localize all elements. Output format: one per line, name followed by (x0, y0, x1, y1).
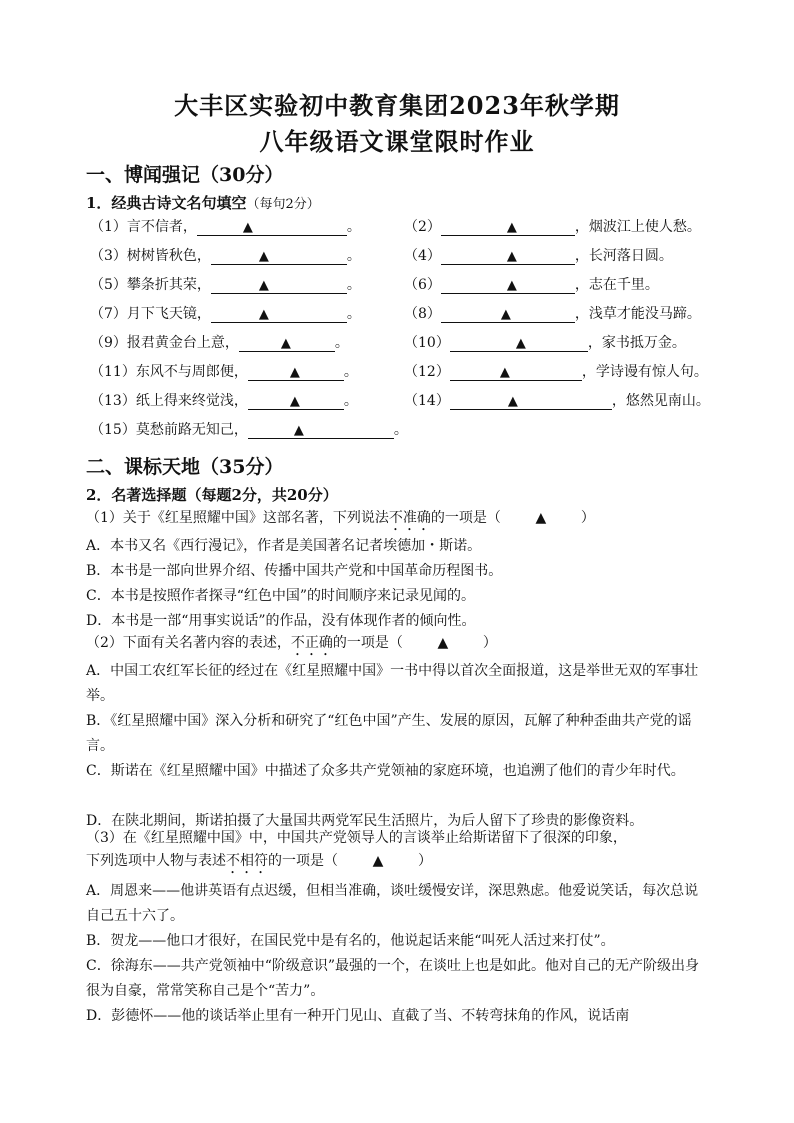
answer-blank[interactable] (450, 335, 588, 352)
triangle-marker-icon: ▲ (289, 394, 300, 409)
section1-heading: 一、博闻强记（30分） (86, 164, 284, 186)
answer-blank[interactable] (248, 422, 394, 439)
answer-blank[interactable] (441, 219, 575, 236)
answer-slot[interactable] (338, 852, 418, 870)
fill-item-6: （6） ▲ ，志在千里。 (404, 277, 659, 293)
fill-item-11: （11）东风不与周郎便， ▲ 。 (90, 364, 358, 380)
q2-2-option-c: C．斯诺在《红星照耀中国》中描述了众多共产党领袖的家庭环境，也追溯了他们的青少年时代。 (86, 763, 685, 779)
answer-blank[interactable] (197, 219, 347, 236)
fill-item-12: （12） ▲ ，学诗谩有惊人句。 (404, 364, 708, 380)
triangle-marker-icon: ▲ (506, 220, 517, 235)
answer-blank[interactable] (248, 393, 344, 410)
triangle-marker-icon: ▲ (506, 278, 517, 293)
fill-item-3: （3）树树皆秋色， ▲ 。 (90, 248, 361, 264)
q1-label (86, 192, 320, 213)
q2-1-option-a: A．本书又名《西行漫记》，作者是美国著名记者埃德加・斯诺。 (86, 538, 482, 554)
answer-blank[interactable] (211, 277, 347, 294)
answer-blank[interactable] (441, 306, 575, 323)
answer-blank[interactable] (441, 277, 575, 294)
triangle-marker-icon: ▲ (258, 278, 269, 293)
q2-3-option-d: D．彭德怀——他的谈话举止里有一种开门见山、直截了当、不转弯抹角的作风，说话南 (86, 1008, 630, 1024)
triangle-marker-icon: ▲ (293, 423, 304, 438)
triangle-marker-icon: ▲ (258, 307, 269, 322)
page-subtitle: 八年级语文课堂限时作业 (259, 127, 535, 156)
q2-3-option-c: C．徐海东——共产党领袖中“阶级意识”最强的一个，在谈吐上也是如此。他对自己的无产阶级出身很为自豪，常常笑称自己是个“苦力”。 (86, 958, 700, 999)
page-title: 大丰区实验初中教育集团2023年秋学期 (174, 91, 620, 120)
fill-item-7: （7）月下飞天镜， ▲ 。 (90, 306, 361, 322)
answer-blank[interactable] (248, 364, 344, 381)
section2-heading: 二、课标天地（35分） (86, 456, 284, 478)
q2-2-option-d: D．在陕北期间，斯诺拍摄了大量国共两党军民生活照片，为后人留下了珍贵的影像资料。 (86, 813, 644, 829)
triangle-marker-icon: ▲ (242, 220, 253, 235)
fill-item-14: （14） ▲ ，悠然见南山。 (404, 393, 710, 409)
q2-label (86, 484, 338, 505)
answer-blank[interactable] (239, 335, 335, 352)
q2-2-stem: （2）下面有关名著内容的表述，不正确的一项是（ ▲ ） (86, 635, 497, 651)
q2-3-option-b: B．贺龙——他口才很好，在国民党中是有名的，他说起话来能“叫死人活过来打仗”。 (86, 933, 615, 949)
triangle-marker-icon: ▲ (289, 365, 300, 380)
triangle-marker-icon: ▲ (535, 510, 547, 526)
triangle-marker-icon: ▲ (258, 249, 269, 264)
answer-slot[interactable] (403, 634, 483, 652)
q2-3-option-a: A．周恩来——他讲英语有点迟缓，但相当准确，谈吐缓慢安详，深思熟虑。他爱说笑话，每次总说自己五十六了。 (86, 883, 699, 924)
triangle-marker-icon: ▲ (500, 307, 511, 322)
fill-item-15: （15）莫愁前路无知己， ▲ 。 (90, 422, 408, 438)
q1-note: （每句2分） (246, 197, 320, 212)
q2-2-option-a: A．中国工农红军长征的经过在《红星照耀中国》一书中得以首次全面报道，这是举世无双的军事壮举。 (86, 663, 699, 704)
q2-1-option-c: C．本书是按照作者探寻“红色中国”的时间顺序来记录见闻的。 (86, 588, 476, 604)
q2-1-stem: （1）关于《红星照耀中国》这部名著，下列说法不准确的一项是（ ▲ ） (86, 510, 595, 526)
q2-1-option-b: B．本书是一部向世界介绍、传播中国共产党和中国革命历程图书。 (86, 563, 503, 579)
answer-blank[interactable] (211, 248, 347, 265)
triangle-marker-icon: ▲ (499, 365, 510, 380)
fill-item-1: （1）言不信者， ▲ 。 (90, 219, 361, 235)
q2-1-option-d: D．本书是一部“用事实说话”的作品，没有体现作者的倾向性。 (86, 613, 476, 629)
fill-item-9: （9）报君黄金台上意， ▲ 。 (90, 335, 349, 351)
q1-title: 1．经典古诗文名句填空 (86, 194, 247, 212)
triangle-marker-icon: ▲ (515, 336, 526, 351)
fill-item-4: （4） ▲ ，长河落日圆。 (404, 248, 673, 264)
emphasis-text: 不相符 (226, 853, 268, 869)
triangle-marker-icon: ▲ (372, 853, 384, 869)
answer-blank[interactable] (450, 393, 612, 410)
answer-blank[interactable] (441, 248, 575, 265)
fill-item-2: （2） ▲ ，烟波江上使人愁。 (404, 219, 701, 235)
q2-3-stem-line1: （3）在《红星照耀中国》中，中国共产党领导人的言谈举止给斯诺留下了很深的印象， (86, 830, 627, 846)
triangle-marker-icon: ▲ (280, 336, 291, 351)
fill-item-13: （13）纸上得来终觉浅， ▲ 。 (90, 393, 358, 409)
q2-3-stem: 下列选项中人物与表述不相符的一项是（ ▲ ） (86, 853, 432, 869)
q2-title: 2．名著选择题（每题2分，共20分） (86, 486, 338, 504)
answer-blank[interactable] (211, 306, 347, 323)
emphasis-text: 不正确 (290, 635, 333, 651)
fill-item-8: （8） ▲ ，浅草才能没马蹄。 (404, 306, 701, 322)
triangle-marker-icon: ▲ (506, 249, 517, 264)
answer-blank[interactable] (450, 364, 582, 381)
q2-2-option-b: B．《红星照耀中国》深入分析和研究了“红色中国”产生、发展的原因，瓦解了种种歪曲共产党的谣言。 (86, 713, 692, 754)
answer-slot[interactable] (501, 509, 581, 527)
triangle-marker-icon: ▲ (437, 635, 449, 651)
emphasis-text: 不准确 (388, 510, 431, 526)
fill-item-10: （10） ▲ ，家书抵万金。 (404, 335, 686, 351)
triangle-marker-icon: ▲ (507, 394, 518, 409)
fill-item-5: （5）攀条折其荣， ▲ 。 (90, 277, 361, 293)
